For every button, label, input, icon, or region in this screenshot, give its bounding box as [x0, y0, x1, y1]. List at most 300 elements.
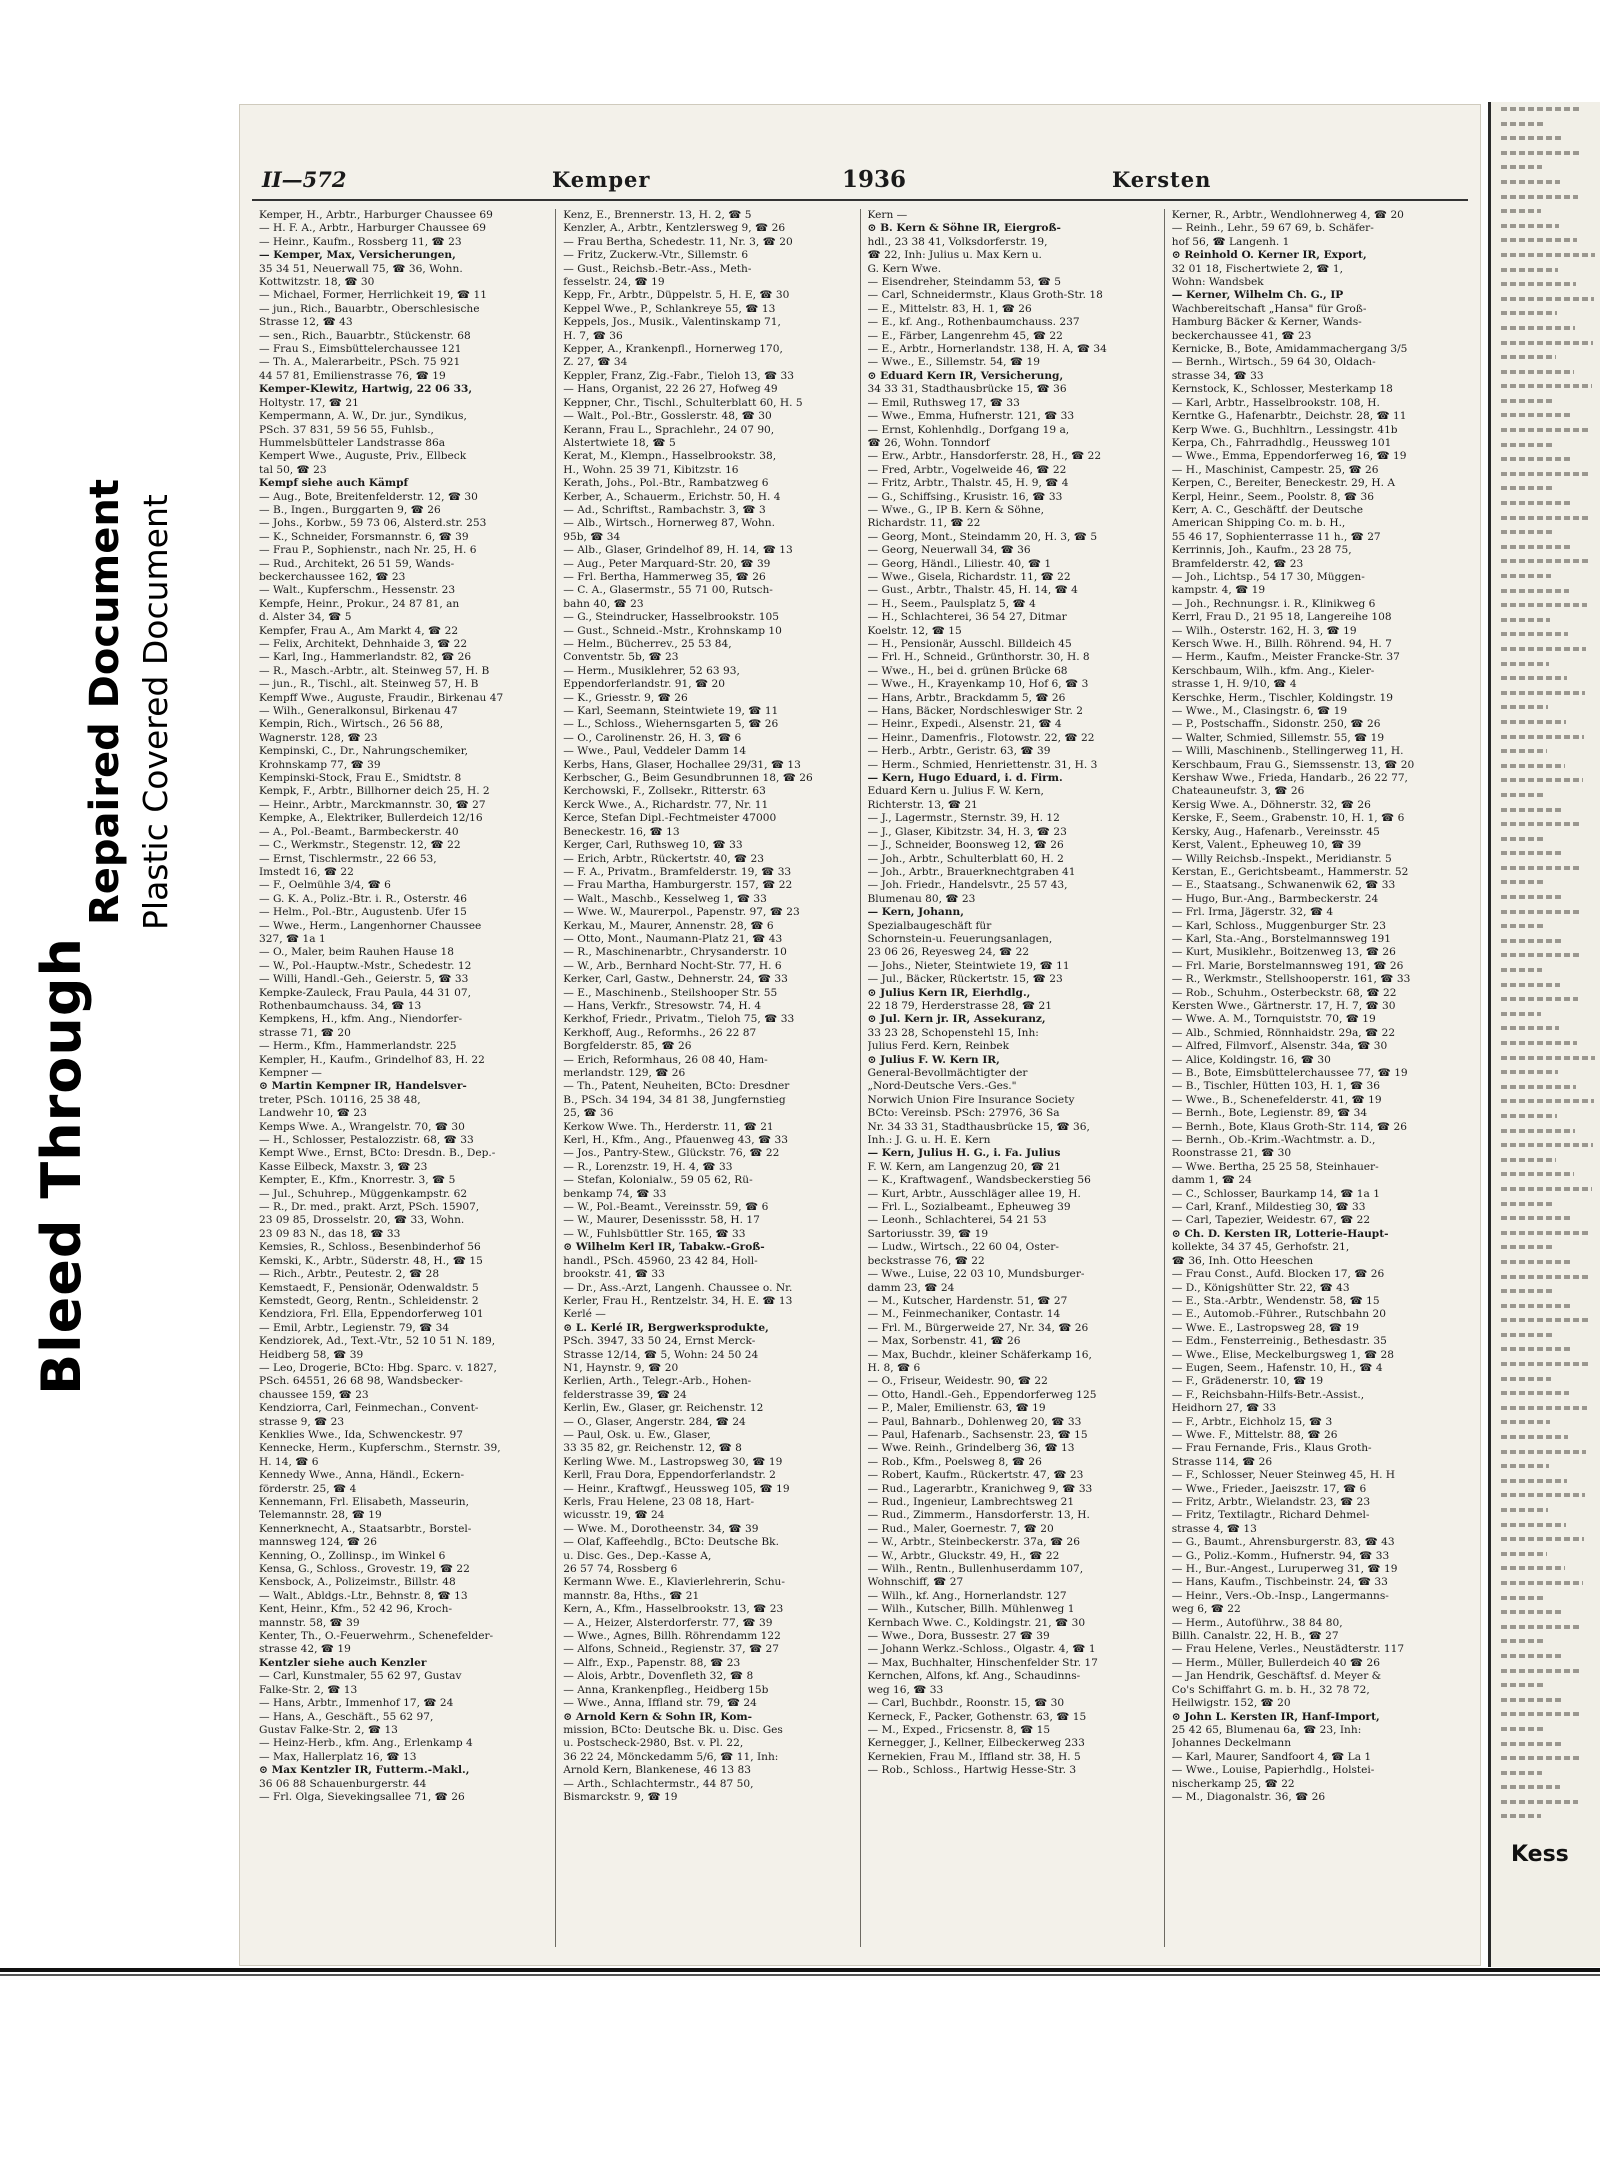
- directory-entry: — M., Feinmechaniker, Contastr. 14: [867, 1308, 1061, 1321]
- directory-entry: — Anna, Krankenpfleg., Heidberg 15b: [563, 1683, 769, 1696]
- directory-entry: — Hans, Arbtr., Immenhof 17, ☎ 24: [259, 1697, 454, 1710]
- adjacent-page-text-line: [1491, 1299, 1600, 1314]
- directory-entry: 25 42 65, Blumenau 6a, ☎ 23, Inh:: [1171, 1723, 1362, 1736]
- directory-entry: — Frl. Olga, Sievekingsallee 71, ☎ 26: [259, 1790, 465, 1803]
- adjacent-page-text-line: [1491, 204, 1600, 219]
- directory-entry: — W., Maurer, Desenissstr. 58, H. 17: [563, 1214, 760, 1227]
- directory-entry: — Frau S., Eimsbüttelerchaussee 121: [259, 343, 462, 356]
- adjacent-page-text-line: [1491, 540, 1600, 555]
- directory-entry: — Carl, Buchbdr., Roonstr. 15, ☎ 30: [867, 1697, 1065, 1710]
- directory-entry: 32 01 18, Fischertwiete 2, ☎ 1,: [1171, 262, 1343, 275]
- directory-entry: — Paul, Osk. u. Ew., Glaser,: [563, 1428, 711, 1441]
- directory-entry: Kerchowski, F., Zollsekr., Ritterstr. 63: [563, 785, 766, 798]
- directory-entry: damm 23, ☎ 24: [867, 1281, 955, 1294]
- directory-entry: — P., Postschaffn., Sidonstr. 250, ☎ 26: [1171, 718, 1381, 731]
- directory-entry: Billh. Canalstr. 22, H. B., ☎ 27: [1171, 1630, 1339, 1643]
- directory-entry: Kersig Wwe. A., Döhnerstr. 32, ☎ 26: [1171, 798, 1371, 811]
- directory-entry: PSch. 3947, 33 50 24, Ernst Merck-: [563, 1335, 756, 1348]
- directory-entry: — Th. A., Malerarbeitr., PSch. 75 921: [259, 356, 461, 369]
- directory-entry: Kerlien, Arth., Telegr.-Arb., Hohen-: [563, 1375, 752, 1388]
- directory-entry: — Kemper, Max, Versicherungen,: [259, 249, 456, 262]
- directory-entry: — R., Maschinenarbtr., Chrysanderstr. 10: [563, 946, 787, 959]
- directory-entry: Landwehr 10, ☎ 23: [259, 1107, 367, 1120]
- adjacent-page-text-line: [1491, 408, 1600, 423]
- directory-entry: H. 8, ☎ 6: [867, 1361, 921, 1374]
- adjacent-page-text-line: [1491, 1124, 1600, 1139]
- adjacent-page-text-line: [1491, 569, 1600, 584]
- directory-entry: Kerce, Stefan Dipl.-Fechtmeister 47000: [563, 812, 777, 825]
- directory-entry: — Wwe., H., Krayenkamp 10, Hof 6, ☎ 3: [867, 678, 1089, 691]
- directory-entry: Blumenau 80, ☎ 23: [867, 892, 976, 905]
- directory-entry: Keppels, Jos., Musik., Valentinskamp 71,: [563, 316, 781, 329]
- adjacent-page-text-line: [1491, 423, 1600, 438]
- directory-entry: — Erich, Reformhaus, 26 08 40, Ham-: [563, 1053, 768, 1066]
- directory-entry: Kerl, H., Kfm., Ang., Pfauenweg 43, ☎ 33: [563, 1134, 789, 1147]
- directory-entry: Holtystr. 17, ☎ 21: [259, 396, 359, 409]
- directory-entry: Kensbock, A., Polizeimstr., Billstr. 48: [259, 1576, 456, 1589]
- directory-entry: — W., Arbtr., Gluckstr. 49, H., ☎ 22: [867, 1549, 1060, 1562]
- directory-entry: — Kern, Johann,: [867, 906, 964, 919]
- directory-entry: Kerp Wwe. G., Buchhltrn., Lessingstr. 41b: [1171, 423, 1398, 436]
- directory-entry: hdl., 23 38 41, Volksdorferstr. 19,: [867, 235, 1048, 248]
- directory-entry: — F. A., Privatm., Bramfelderstr. 19, ☎ 33: [563, 865, 792, 878]
- directory-entry: Kempinski, C., Dr., Nahrungschemiker,: [259, 745, 468, 758]
- directory-entry: Kempff Wwe., Auguste, Fraudir., Birkenau 47: [259, 691, 504, 704]
- directory-entry: — M., Kutscher, Hardenstr. 51, ☎ 27: [867, 1294, 1068, 1307]
- directory-entry: — Emil, Ruthsweg 17, ☎ 33: [867, 396, 1020, 409]
- directory-entry: — O., Maler, beim Rauhen Hause 18: [259, 946, 455, 959]
- directory-entry: — Joh., Lichtsp., 54 17 30, Müggen-: [1171, 570, 1365, 583]
- directory-entry: Kenter, Th., O.-Feuerwehrm., Schenefelder-: [259, 1630, 494, 1643]
- directory-entry: — W., Arbtr., Steinbeckerstr. 37a, ☎ 26: [867, 1536, 1080, 1549]
- directory-entry: — Reinh., Lehr., 59 67 69, b. Schäfer-: [1171, 222, 1374, 235]
- directory-entry: — Wwe., Anna, Iffland str. 79, ☎ 24: [563, 1697, 757, 1710]
- directory-entry: — Rob., Schuhm., Osterbeckstr. 68, ☎ 22: [1171, 986, 1397, 999]
- directory-entry: — Jan Hendrik, Geschäftsf. d. Meyer &: [1171, 1670, 1382, 1683]
- directory-entry: Kerske, F., Seem., Grabenstr. 10, H. 1, ☎ 6: [1171, 812, 1405, 825]
- directory-entry: Kerschbaum, Frau G., Siemssenstr. 13, ☎ 20: [1171, 758, 1415, 771]
- directory-entry: Roonstrasse 21, ☎ 30: [1171, 1147, 1292, 1160]
- adjacent-page-text-line: [1491, 1605, 1600, 1620]
- adjacent-page-text-line: [1491, 1255, 1600, 1270]
- directory-entry: Chateauneufstr. 3, ☎ 26: [1171, 785, 1305, 798]
- directory-entry: Kenklies Wwe., Ida, Schwenckestr. 97: [259, 1428, 463, 1441]
- directory-entry: Kerr, A. C., Geschäftf. der Deutsche: [1171, 503, 1364, 516]
- directory-entry: — Rob., Schloss., Hartwig Hesse-Str. 3: [867, 1764, 1077, 1777]
- adjacent-page-text-line: [1491, 686, 1600, 701]
- directory-entry: Kempner —: [259, 1067, 322, 1079]
- directory-entry: Keppner, Chr., Tischl., Schulterblatt 60, H. 5: [563, 396, 803, 409]
- directory-entry: Kempkens, H., kfm. Ang., Niendorfer-: [259, 1013, 463, 1026]
- directory-entry: — Stefan, Kolonialw., 59 05 62, Rü-: [563, 1174, 753, 1187]
- directory-entry: — Walt., Pol.-Btr., Gosslerstr. 48, ☎ 30: [563, 410, 772, 423]
- directory-entry: — Hans, Organist, 22 26 27, Hofweg 49: [563, 383, 778, 396]
- directory-entry: — Wwe., H., bei d. grünen Brücke 68: [867, 664, 1068, 677]
- directory-entry: — Emil, Arbtr., Legienstr. 79, ☎ 34: [259, 1321, 450, 1334]
- directory-entry: Kernegger, J., Kellner, Eilbeckerweg 233: [867, 1737, 1085, 1750]
- directory-entry: — O., Carolinenstr. 26, H. 3, ☎ 6: [563, 731, 742, 744]
- directory-entry: — Karl, Sta.-Ang., Borstelmannsweg 191: [1171, 932, 1391, 945]
- adjacent-page-text-line: [1491, 525, 1600, 540]
- directory-entry: Kemstedt, Georg, Rentn., Schleidenstr. 2: [259, 1294, 479, 1307]
- directory-entry: Kerrl, Frau D., 21 95 18, Langereihe 108: [1171, 611, 1392, 624]
- directory-entry: 34 33 31, Stadthausbrücke 15, ☎ 36: [867, 383, 1067, 396]
- directory-entry: — Fred, Arbtr., Vogelweide 46, ☎ 22: [867, 463, 1067, 476]
- directory-entry: — H., Pensionär, Ausschl. Billdeich 45: [867, 638, 1072, 650]
- directory-entry: strasse 71, ☎ 20: [259, 1026, 351, 1039]
- adjacent-page-text-line: [1491, 1620, 1600, 1635]
- directory-entry: — A., Pol.-Beamt., Barmbeckerstr. 40: [259, 825, 459, 838]
- directory-entry: — Herm., Autoführw., 38 84 80,: [1171, 1616, 1343, 1629]
- adjacent-page-text-line: [1491, 875, 1600, 890]
- adjacent-page-text-line: [1491, 759, 1600, 774]
- directory-entry: Kempke, A., Elektriker, Bullerdeich 12/16: [259, 812, 483, 825]
- directory-entry: mannsweg 124, ☎ 26: [259, 1536, 377, 1549]
- adjacent-page-text-line: [1491, 1780, 1600, 1795]
- directory-entry: Norwich Union Fire Insurance Society: [867, 1093, 1075, 1106]
- directory-entry: mannstr. 58, ☎ 39: [259, 1616, 360, 1629]
- adjacent-page-text-line: [1491, 1664, 1600, 1679]
- directory-entry: — J., Glaser, Kibitzstr. 34, H. 3, ☎ 23: [867, 825, 1067, 838]
- directory-entry: — Rud., Architekt, 26 51 59, Wands-: [259, 557, 455, 570]
- directory-entry: ⊙ Max Kentzler IR, Futterm.-Makl.,: [259, 1764, 470, 1777]
- directory-entry: — Michael, Former, Herrlichkeit 19, ☎ 11: [259, 289, 487, 302]
- directory-entry: — Carl, Kranf., Mildestieg 30, ☎ 33: [1171, 1201, 1366, 1214]
- adjacent-page-text-line: [1491, 1591, 1600, 1606]
- directory-entry: — Wwe., Louise, Papierhdlg., Holstei-: [1171, 1764, 1375, 1777]
- directory-entry: — Dr., Ass.-Arzt, Langenh. Chaussee o. Nr.: [563, 1281, 793, 1294]
- directory-entry: 33 23 28, Schopenstehl 15, Inh:: [867, 1026, 1039, 1039]
- adjacent-page-fragment: Kess: [1511, 1842, 1569, 1867]
- adjacent-page-text-line: [1491, 394, 1600, 409]
- directory-entry: Kerpl, Heinr., Seem., Poolstr. 8, ☎ 36: [1171, 490, 1374, 503]
- directory-entry: beckerchaussee 41, ☎ 23: [1171, 329, 1312, 342]
- header-right-word: Kersten: [1112, 167, 1212, 192]
- directory-entry: — Herb., Arbtr., Geristr. 63, ☎ 39: [867, 745, 1051, 758]
- directory-entry: Kerbs, Hans, Glaser, Hochallee 29/31, ☎ 13: [563, 758, 801, 771]
- adjacent-page-text-line: [1491, 1007, 1600, 1022]
- directory-entry: — Rud., Lagerarbtr., Kranichweg 9, ☎ 33: [867, 1482, 1093, 1495]
- adjacent-page-text-line: [1491, 452, 1600, 467]
- directory-entry: — Aug., Bote, Breitenfelderstr. 12, ☎ 30: [259, 490, 478, 503]
- directory-entry: — E., Maschinenb., Steilshooper Str. 55: [563, 986, 778, 999]
- directory-entry: — Karl, Seemann, Steintwiete 19, ☎ 11: [563, 705, 779, 718]
- directory-entry: — Wilh., Rentn., Bullenhuserdamm 107,: [867, 1563, 1084, 1576]
- adjacent-page-text-line: [1491, 117, 1600, 132]
- adjacent-page-text-line: [1491, 131, 1600, 146]
- directory-entry: Kermann Wwe. E., Klavierlehrerin, Schu-: [563, 1576, 785, 1589]
- directory-entry: 22 18 79, Herderstrasse 28, ☎ 21: [867, 999, 1052, 1012]
- directory-entry: Kennemann, Frl. Elisabeth, Masseurin,: [259, 1496, 469, 1508]
- directory-entry: Inh.: J. G. u. H. E. Kern: [867, 1134, 991, 1147]
- adjacent-page-text-line: [1491, 146, 1600, 161]
- adjacent-page-text-line: [1491, 934, 1600, 949]
- directory-entry: — Frl. H., Schneid., Grünthorstr. 30, H. 8: [867, 651, 1090, 664]
- directory-entry: — Paul, Bahnarb., Dohlenweg 20, ☎ 33: [867, 1415, 1082, 1428]
- directory-entry: — Walter, Schmied, Sillemstr. 55, ☎ 19: [1171, 731, 1385, 744]
- directory-entry: Richterstr. 13, ☎ 21: [867, 798, 978, 811]
- adjacent-page-text-line: [1491, 1357, 1600, 1372]
- adjacent-page-text-line: [1491, 744, 1600, 759]
- directory-entry: — W., Pol.-Hauptw.-Mstr., Schedestr. 12: [259, 959, 472, 972]
- adjacent-page-text-line: [1491, 1051, 1600, 1066]
- directory-entry: Kerschke, Herm., Tischler, Koldingstr. 19: [1171, 691, 1393, 704]
- directory-entry: — F., Grädenerstr. 10, ☎ 19: [1171, 1375, 1324, 1388]
- directory-entry: Sartoriusstr. 39, ☎ 19: [867, 1227, 989, 1240]
- adjacent-page-text-line: [1491, 700, 1600, 715]
- directory-entry: — Joh. Friedr., Handelsvtr., 25 57 43,: [867, 879, 1068, 892]
- adjacent-page-text-line: [1491, 481, 1600, 496]
- directory-entry: — Olaf, Kaffeehdlg., BCto: Deutsche Bk.: [563, 1536, 779, 1549]
- directory-entry: — Wwe., Frieder., Jaeiszstr. 17, ☎ 6: [1171, 1482, 1367, 1495]
- directory-entry: — R., Lorenzstr. 19, H. 4, ☎ 33: [563, 1160, 733, 1173]
- directory-entry: benkamp 74, ☎ 33: [563, 1187, 667, 1200]
- adjacent-page-text-line: [1491, 219, 1600, 234]
- directory-entry: — F., Oelmühle 3/4, ☎ 6: [259, 879, 391, 892]
- adjacent-page-text-line: [1491, 846, 1600, 861]
- directory-entry: — F., Schlosser, Neuer Steinweg 45, H. H: [1171, 1469, 1396, 1482]
- column-4: [1165, 209, 1468, 1947]
- directory-entry: Kemper, H., Arbtr., Harburger Chaussee 69: [259, 209, 493, 221]
- directory-entry: — H., Schlachterei, 36 54 27, Ditmar: [867, 611, 1067, 624]
- directory-entry: — Frl. Bertha, Hammerweg 35, ☎ 26: [563, 570, 766, 583]
- directory-entry: — Heinr., Kaufm., Rossberg 11, ☎ 23: [259, 235, 462, 248]
- header-year: 1936: [842, 166, 907, 193]
- adjacent-page-edge: [1488, 102, 1600, 1967]
- directory-entry: — G. K. A., Poliz.-Btr. i. R., Osterstr. 46: [259, 892, 467, 905]
- adjacent-page-text-line: [1491, 817, 1600, 832]
- directory-entry: — Carl, Schneidermstr., Klaus Groth-Str. 18: [867, 289, 1103, 302]
- adjacent-page-text-line: [1491, 292, 1600, 307]
- directory-entry: — Frau Const., Aufd. Blocken 17, ☎ 26: [1171, 1268, 1385, 1281]
- adjacent-page-text-line: [1491, 584, 1600, 599]
- directory-entry: Kerpa, Ch., Fahrradhdlg., Heussweg 101: [1171, 436, 1392, 449]
- directory-entry: — Bernh., Bote, Klaus Groth-Str. 114, ☎ 26: [1171, 1120, 1407, 1133]
- directory-entry: bahn 40, ☎ 23: [563, 597, 644, 610]
- directory-entry: — Willy Reichsb.-Inspekt., Meridianstr. 5: [1171, 852, 1392, 865]
- directory-entry: Kerger, Carl, Ruthsweg 10, ☎ 33: [563, 839, 743, 852]
- directory-entry: — Johs., Nieter, Steintwiete 19, ☎ 11: [867, 959, 1070, 972]
- adjacent-page-text-line: [1491, 1313, 1600, 1328]
- directory-entry: Kernicke, B., Bote, Amidammachergang 3/5: [1171, 343, 1408, 356]
- adjacent-page-text-line: [1491, 1693, 1600, 1708]
- directory-entry: Kerst, Valent., Epheuweg 10, ☎ 39: [1171, 839, 1362, 852]
- directory-entry: — Fritz, Textilagtr., Richard Dehmel-: [1171, 1509, 1370, 1522]
- directory-entry: Kernbach Wwe. C., Koldingstr. 21, ☎ 30: [867, 1616, 1086, 1629]
- adjacent-page-text-line: [1491, 1021, 1600, 1036]
- directory-entry: — Arth., Schlachtermstr., 44 87 50,: [563, 1777, 754, 1790]
- directory-entry: — Wwe. A. M., Tornquiststr. 70, ☎ 19: [1171, 1013, 1376, 1026]
- directory-entry: — Frl. Marie, Borstelmannsweg 191, ☎ 26: [1171, 959, 1404, 972]
- directory-entry: 26 57 74, Rossberg 6: [563, 1563, 678, 1576]
- directory-entry: u. Disc. Ges., Dep.-Kasse A,: [563, 1549, 712, 1562]
- directory-entry: BCto: Vereinsb. PSch: 27976, 36 Sa: [867, 1107, 1060, 1120]
- directory-entry: Kerschbaum, Wilh., kfm. Ang., Kieler-: [1171, 664, 1375, 677]
- directory-entry: kollekte, 34 37 45, Gerhofstr. 21,: [1171, 1241, 1350, 1254]
- directory-entry: Richardstr. 11, ☎ 22: [867, 517, 981, 530]
- directory-entry: damm 1, ☎ 24: [1171, 1174, 1252, 1187]
- adjacent-page-text-line: [1491, 1197, 1600, 1212]
- directory-entry: — Wilh., Generalkonsul, Birkenau 47: [259, 705, 458, 718]
- directory-entry: Kendziora, Frl. Ella, Eppendorferweg 101: [259, 1308, 484, 1321]
- directory-entry: — P., Maler, Emilienstr. 63, ☎ 19: [867, 1402, 1046, 1415]
- adjacent-page-text-line: [1491, 1722, 1600, 1737]
- directory-entry: Kersten Wwe., Gärtnerstr. 17, H. 7, ☎ 30: [1171, 999, 1396, 1012]
- adjacent-page-text-line: [1491, 1634, 1600, 1649]
- adjacent-page-text-line: [1491, 657, 1600, 672]
- directory-entry: Kerler, Frau H., Rentzelstr. 34, H. E. ☎ 13: [563, 1294, 793, 1307]
- directory-entry: — Hans, Bäcker, Nordschleswiger Str. 2: [867, 705, 1083, 718]
- directory-entry: — Ad., Schriftst., Rambachstr. 3, ☎ 3: [563, 503, 766, 516]
- directory-entry: — Hans, Kaufm., Tischbeinstr. 24, ☎ 33: [1171, 1576, 1388, 1589]
- directory-entry: — Herm., Müller, Bullerdeich 40 ☎ 26: [1171, 1656, 1380, 1669]
- directory-entry: — A., Heizer, Alsterdorferstr. 77, ☎ 39: [563, 1616, 773, 1629]
- directory-entry: — Leo, Drogerie, BCto: Hbg. Sparc. v. 1827,: [259, 1361, 497, 1374]
- directory-entry: — sen., Rich., Bauarbtr., Stückenstr. 68: [259, 329, 471, 342]
- directory-entry: Falke-Str. 2, ☎ 13: [259, 1683, 358, 1696]
- directory-entry: — Bernh., Ob.-Krim.-Wachtmstr. a. D.,: [1171, 1134, 1376, 1147]
- directory-entry: felderstrasse 39, ☎ 24: [563, 1388, 687, 1401]
- adjacent-page-text-line: [1491, 1109, 1600, 1124]
- directory-entry: — Frau Helene, Verles., Neustädterstr. 117: [1171, 1643, 1405, 1656]
- directory-entry: Kerlin, Ew., Glaser, gr. Reichenstr. 12: [563, 1402, 764, 1415]
- directory-entry: Kennedy Wwe., Anna, Händl., Eckern-: [259, 1469, 465, 1482]
- adjacent-page-text-line: [1491, 1284, 1600, 1299]
- directory-entry: Kerling Wwe. M., Lastropsweg 30, ☎ 19: [563, 1455, 783, 1468]
- adjacent-page-text-line: [1491, 365, 1600, 380]
- adjacent-page-text-line: [1491, 1386, 1600, 1401]
- directory-entry: H., Wohn. 25 39 71, Kibitzstr. 16: [563, 463, 739, 476]
- directory-entry: Kerrinnis, Joh., Kaufm., 23 28 75,: [1171, 544, 1352, 557]
- directory-entry: strasse 9, ☎ 23: [259, 1415, 345, 1428]
- directory-entry: — Max, Buchdr., kleiner Schäferkamp 16,: [867, 1348, 1092, 1361]
- directory-entry: Kemper-Klewitz, Hartwig, 22 06 33,: [259, 383, 473, 396]
- adjacent-page-text-line: [1491, 350, 1600, 365]
- directory-entry: ☎ 26, Wohn. Tonndorf: [867, 436, 990, 449]
- directory-entry: Kern, A., Kfm., Hasselbrookstr. 13, ☎ 23: [563, 1603, 784, 1616]
- directory-entry: — Wwe., Paul, Veddeler Damm 14: [563, 745, 747, 758]
- directory-entry: — O., Friseur, Weidestr. 90, ☎ 22: [867, 1375, 1048, 1388]
- directory-entry: — J., Lagermstr., Sternstr. 39, H. 12: [867, 812, 1060, 825]
- directory-entry: — Willi, Maschinenb., Stellingerweg 11, H.: [1171, 745, 1404, 758]
- adjacent-page-text-line: [1491, 511, 1600, 526]
- directory-entry: — Kern, Hugo Eduard, i. d. Firm.: [867, 772, 1063, 785]
- directory-entry: 25, ☎ 36: [563, 1107, 614, 1120]
- directory-entry: — Frl. L., Sozialbeamt., Epheuweg 39: [867, 1201, 1071, 1214]
- adjacent-page-text-line: [1491, 1342, 1600, 1357]
- directory-entry: Kepp, Fr., Arbtr., Düppelstr. 5, H. E, ☎ 30: [563, 289, 790, 302]
- directory-entry: — Gust., Schneid.-Mstr., Krohnskamp 10: [563, 624, 782, 637]
- directory-entry: — Felix, Architekt, Dehnhaide 3, ☎ 22: [259, 638, 468, 650]
- directory-entry: — jun., Rich., Bauarbtr., Oberschlesische: [259, 302, 480, 315]
- directory-entry: strasse 4, ☎ 13: [1171, 1522, 1257, 1535]
- directory-entry: — Joh., Arbtr., Brauerknechtgraben 41: [867, 865, 1076, 878]
- adjacent-page-text-line: [1491, 1065, 1600, 1080]
- directory-entry: Kerker, Carl, Gastw., Dehnerstr. 24, ☎ 33: [563, 973, 788, 986]
- directory-entry: Kerll, Frau Dora, Eppendorferlandstr. 2: [563, 1469, 776, 1482]
- directory-entry: Kerneck, F., Packer, Gothenstr. 63, ☎ 15: [867, 1710, 1087, 1723]
- adjacent-page-text-line: [1491, 773, 1600, 788]
- directory-entry: — Joh., Rechnungsr. i. R., Klinikweg 6: [1171, 597, 1376, 610]
- directory-entry: mannstr. 8a, Hths., ☎ 21: [563, 1589, 700, 1602]
- adjacent-page-text-line: [1491, 1737, 1600, 1752]
- directory-entry: — H., Bur.-Angest., Luruperweg 31, ☎ 19: [1171, 1563, 1398, 1576]
- directory-entry: — Wilh., Osterstr. 162, H. 3, ☎ 19: [1171, 624, 1357, 637]
- directory-entry: Kerath, Johs., Pol.-Btr., Rambatzweg 6: [563, 477, 769, 490]
- directory-entry: — Alb., Glaser, Grindelhof 89, H. 14, ☎ 13: [563, 544, 793, 557]
- directory-entry: — Walt., Abldgs.-Ltr., Behnstr. 8, ☎ 13: [259, 1589, 468, 1602]
- directory-entry: — Max, Sorbenstr. 41, ☎ 26: [867, 1335, 1021, 1348]
- directory-entry: Kerkhoff, Aug., Reformhs., 26 22 87: [563, 1026, 757, 1039]
- directory-entry: Kendziorek, Ad., Text.-Vtr., 52 10 51 N. 189,: [259, 1335, 496, 1348]
- directory-entry: Kent, Heinr., Kfm., 52 42 96, Kroch-: [259, 1603, 453, 1616]
- adjacent-page-text-line: [1491, 1518, 1600, 1533]
- directory-entry: — Walt., Kupferschm., Hessenstr. 23: [259, 584, 456, 597]
- directory-entry: weg 16, ☎ 33: [867, 1683, 944, 1696]
- adjacent-page-text-line: [1491, 671, 1600, 686]
- directory-entry: — Wwe., B., Schenefelderstr. 41, ☎ 19: [1171, 1093, 1382, 1106]
- adjacent-page-text-line: [1491, 1240, 1600, 1255]
- directory-entry: — Wwe., Emma, Eppendorferweg 16, ☎ 19: [1171, 450, 1407, 463]
- directory-entry: — Th., Patent, Neuheiten, BCto: Dresdner: [563, 1080, 790, 1093]
- adjacent-page-text-line: [1491, 963, 1600, 978]
- directory-entry: — J., Schneider, Boonsweg 12, ☎ 26: [867, 839, 1064, 852]
- directory-entry: Kerck Wwe., A., Richardstr. 77, Nr. 11: [563, 798, 769, 811]
- directory-entry: Kerstan, E., Gerichtsbeamt., Hammerstr. 52: [1171, 865, 1409, 878]
- directory-entry: — Max, Buchhalter, Hinschenfelder Str. 17: [867, 1656, 1098, 1669]
- directory-entry: — C. A., Glasermstr., 55 71 00, Rutsch-: [563, 584, 773, 597]
- directory-entry: Borgfelderstr. 85, ☎ 26: [563, 1040, 692, 1053]
- directory-entry: ☎ 22, Inh: Julius u. Max Kern u.: [867, 249, 1042, 262]
- directory-entry: F. W. Kern, am Langenzug 20, ☎ 21: [867, 1160, 1061, 1173]
- directory-entry: — Wilh., Kutscher, Billh. Mühlenweg 1: [867, 1603, 1075, 1616]
- directory-entry: — Frau Bertha, Schedestr. 11, Nr. 3, ☎ 20: [563, 235, 793, 248]
- directory-entry: — Carl, Tapezier, Weidestr. 67, ☎ 22: [1171, 1214, 1371, 1227]
- directory-entry: — Heinr., Damenfris., Flotowstr. 22, ☎ 22: [867, 731, 1095, 744]
- directory-entry: Co's Schiffahrt G. m. b. H., 32 78 72,: [1171, 1683, 1370, 1696]
- adjacent-page-text-line: [1491, 803, 1600, 818]
- directory-entry: Kemps Wwe. A., Wrangelstr. 70, ☎ 30: [259, 1120, 465, 1133]
- directory-entry: Strasse 12, ☎ 43: [259, 316, 353, 329]
- directory-entry: — R., Masch.-Arbtr., alt. Steinweg 57, H. B: [259, 664, 490, 677]
- adjacent-page-text-line: [1491, 613, 1600, 628]
- directory-entry: — Heinr., Expedi., Alsenstr. 21, ☎ 4: [867, 718, 1062, 731]
- directory-page: [240, 105, 1480, 1965]
- directory-entry: Kernstock, K., Schlosser, Mesterkamp 18: [1171, 383, 1393, 396]
- bottom-rule: [0, 1968, 1600, 1972]
- directory-entry: G. Kern Wwe.: [867, 262, 942, 275]
- directory-entry: — Rud., Zimmerm., Hansdorferstr. 13, H.: [867, 1509, 1090, 1522]
- directory-entry: Kempk, F., Arbtr., Billhorner deich 25, H. 2: [259, 785, 490, 798]
- directory-entry: ⊙ B. Kern & Söhne IR, Eiergroß-: [867, 222, 1061, 235]
- adjacent-page-text-line: [1491, 1547, 1600, 1562]
- directory-entry: Kerpen, C., Bereiter, Beneckestr. 29, H. A: [1171, 477, 1396, 490]
- directory-entry: — Jul., Schuhrep., Müggenkampstr. 62: [259, 1187, 468, 1200]
- directory-entry: — Frau Fernande, Fris., Klaus Groth-: [1171, 1442, 1372, 1455]
- directory-entry: Hummelsbütteler Landstrasse 86a: [259, 436, 446, 449]
- adjacent-page-text-line: [1491, 233, 1600, 248]
- directory-entry: — Wwe. W., Maurerpol., Papenstr. 97, ☎ 23: [563, 906, 800, 919]
- directory-entry: PSch. 37 831, 59 56 55, Fuhlsb.,: [259, 423, 434, 436]
- adjacent-page-text-line: [1491, 832, 1600, 847]
- directory-entry: u. Postscheck-2980, Bst. v. Pl. 22,: [563, 1737, 744, 1750]
- directory-entry: merlandstr. 129, ☎ 26: [563, 1067, 686, 1079]
- directory-entry: Kernchen, Alfons, kf. Ang., Schaudinns-: [867, 1670, 1081, 1683]
- directory-entry: weg 6, ☎ 22: [1171, 1603, 1241, 1616]
- directory-entry: — Fritz, Arbtr., Wielandstr. 23, ☎ 23: [1171, 1496, 1371, 1508]
- directory-entry: — Karl, Arbtr., Hasselbrookstr. 108, H.: [1171, 396, 1380, 409]
- adjacent-page-text-line: [1491, 102, 1600, 117]
